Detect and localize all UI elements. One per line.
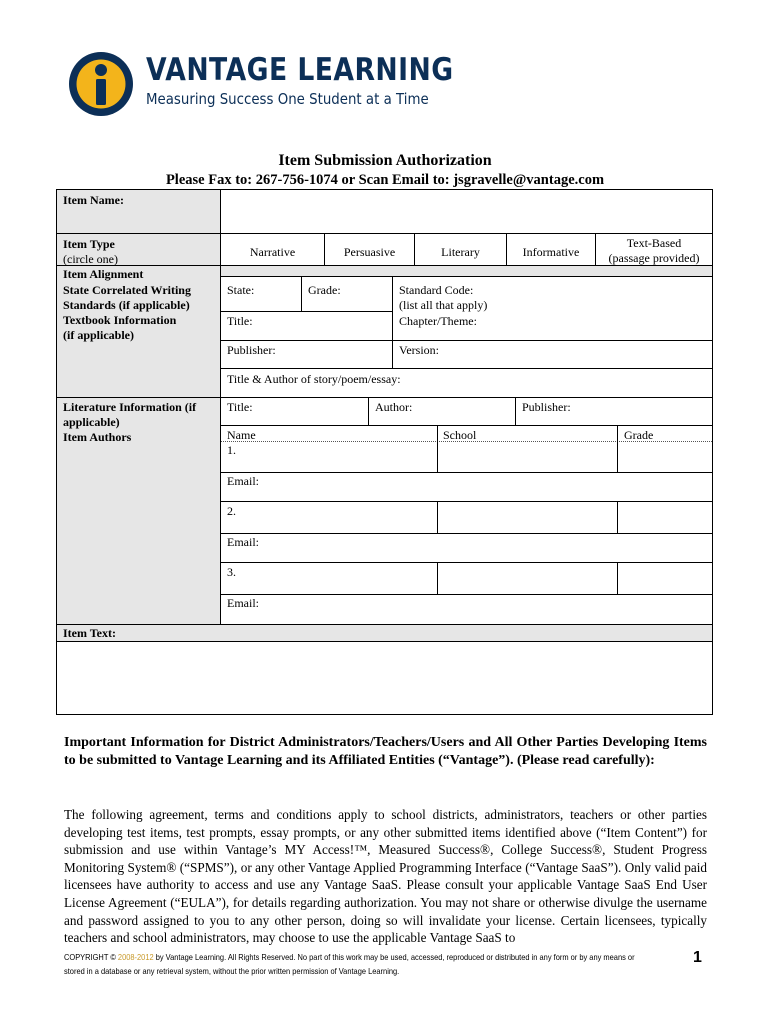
text-based-label: Text-Based xyxy=(626,236,682,250)
item-type-label: Item Type xyxy=(63,237,115,251)
vantage-logo xyxy=(66,48,454,120)
copyright-text: by Vantage Learning. All Rights Reserved. No part of this work may be used, accessed, reproduced or distributed in any form or by any means or stored in a database or any retrieval system, without the prior written permission of Vantage Learning. xyxy=(64,952,635,976)
important-info-heading: Important Information for District Administrators/Teachers/Users and All Other Parties Developing Items to be submitted to Vantage Learning and its Affiliated Entities (“Vantage”). (Please read carefully): xyxy=(64,735,707,768)
state-standards-label-line2: Standards (if applicable) xyxy=(63,298,190,312)
item-type-informative[interactable]: Informative xyxy=(522,245,580,259)
item-type-narrative[interactable]: Narrative xyxy=(249,245,296,259)
item-type-text-based[interactable] xyxy=(596,235,712,267)
brand-name: VANTAGE LEARNING xyxy=(146,52,454,88)
author-2-email-field[interactable]: Email: xyxy=(227,535,259,549)
author-1-email-field[interactable]: Email: xyxy=(227,474,259,488)
item-type-label-cell xyxy=(57,236,220,268)
literature-author-field[interactable]: Author: xyxy=(375,400,413,414)
agreement-paragraph: The following agreement, terms and conditions apply to school districts, administrators, teachers or other parties developing test items, test prompts, essay prompts, or any other submitted items identified above (“Item Content”) for submission and use within Vantage’s MY Access!™, Measured Success®, College Success®, Student Progress Monitoring System® (“SPMS”), or any other Vantage Applied Programming Interface (“Vantage SaaS”). Only valid paid licensees have authority to access and use any Vantage SaaS. Please consult your applicable Vantage SaaS End User License Agreement (“EULA”), for details regarding authorization. You may not share or otherwise divulge the username and password assigned to you to any other person, doing so will invalidate your license. Certain licensees, typically teachers and school administrators, may choose to use the applicable Vantage SaaS to xyxy=(64,807,707,946)
copyright-notice xyxy=(64,950,640,978)
author-3-email-field[interactable]: Email: xyxy=(227,596,259,610)
item-authors-label: Item Authors xyxy=(63,430,132,444)
submission-form xyxy=(56,189,713,715)
page-title: Item Submission Authorization xyxy=(278,152,492,169)
item-type-literary[interactable]: Literary xyxy=(441,245,480,259)
version-field[interactable]: Version: xyxy=(399,343,439,357)
author-1-name-field[interactable]: 1. xyxy=(227,443,236,457)
textbook-publisher-field[interactable]: Publisher: xyxy=(227,343,276,357)
state-standards-label xyxy=(57,282,220,344)
title-author-field[interactable]: Title & Author of story/poem/essay: xyxy=(227,372,401,386)
item-text-label: Item Text: xyxy=(57,625,712,641)
item-alignment-label: Item Alignment xyxy=(63,267,144,281)
authors-col-school: School xyxy=(443,428,477,442)
copyright-years: 2008-2012 xyxy=(117,952,154,962)
fax-email-instructions: Please Fax to: 267-756-1074 or Scan Email to: jsgravelle@vantage.com xyxy=(165,172,605,188)
literature-title-field[interactable]: Title: xyxy=(227,400,253,414)
standard-code-note: (list all that apply) xyxy=(399,298,488,312)
grade-field[interactable]: Grade: xyxy=(308,283,341,297)
item-text-field[interactable] xyxy=(57,642,712,714)
item-alignment-bar xyxy=(221,266,712,276)
vantage-i-logo-icon xyxy=(66,48,138,120)
author-1-grade-field[interactable] xyxy=(618,442,712,471)
item-type-note: (circle one) xyxy=(63,252,118,266)
literature-label-line2: applicable) xyxy=(63,415,120,429)
standard-code-label: Standard Code: xyxy=(399,283,474,297)
standard-code-field[interactable] xyxy=(393,282,712,314)
authors-col-name: Name xyxy=(227,428,256,442)
state-field[interactable]: State: xyxy=(227,283,255,297)
author-2-grade-field[interactable] xyxy=(618,502,712,532)
authors-col-grade: Grade xyxy=(624,428,654,442)
literature-info-label xyxy=(57,399,220,446)
author-1-school-field[interactable] xyxy=(438,442,617,471)
textbook-label-line1: Textbook Information xyxy=(63,313,177,327)
chapter-theme-field[interactable]: Chapter/Theme: xyxy=(399,314,477,328)
author-3-school-field[interactable] xyxy=(438,563,617,593)
author-2-school-field[interactable] xyxy=(438,502,617,532)
textbook-title-field[interactable]: Title: xyxy=(227,314,253,328)
copyright-prefix: COPYRIGHT © xyxy=(64,952,116,962)
brand-tagline: Measuring Success One Student at a Time xyxy=(146,90,429,108)
item-name-label: Item Name: xyxy=(63,193,124,207)
author-2-name-field[interactable]: 2. xyxy=(227,504,236,518)
textbook-label-line2: (if applicable) xyxy=(63,328,134,342)
state-standards-label-line1: State Correlated Writing xyxy=(63,283,191,297)
item-name-field[interactable] xyxy=(221,190,712,233)
literature-label-line1: Literature Information (if xyxy=(63,400,197,414)
item-type-persuasive[interactable]: Persuasive xyxy=(343,245,396,259)
page-number: 1 xyxy=(693,949,702,966)
author-3-name-field[interactable]: 3. xyxy=(227,565,236,579)
literature-publisher-field[interactable]: Publisher: xyxy=(522,400,571,414)
author-3-grade-field[interactable] xyxy=(618,563,712,593)
text-based-note: (passage provided) xyxy=(608,251,700,265)
